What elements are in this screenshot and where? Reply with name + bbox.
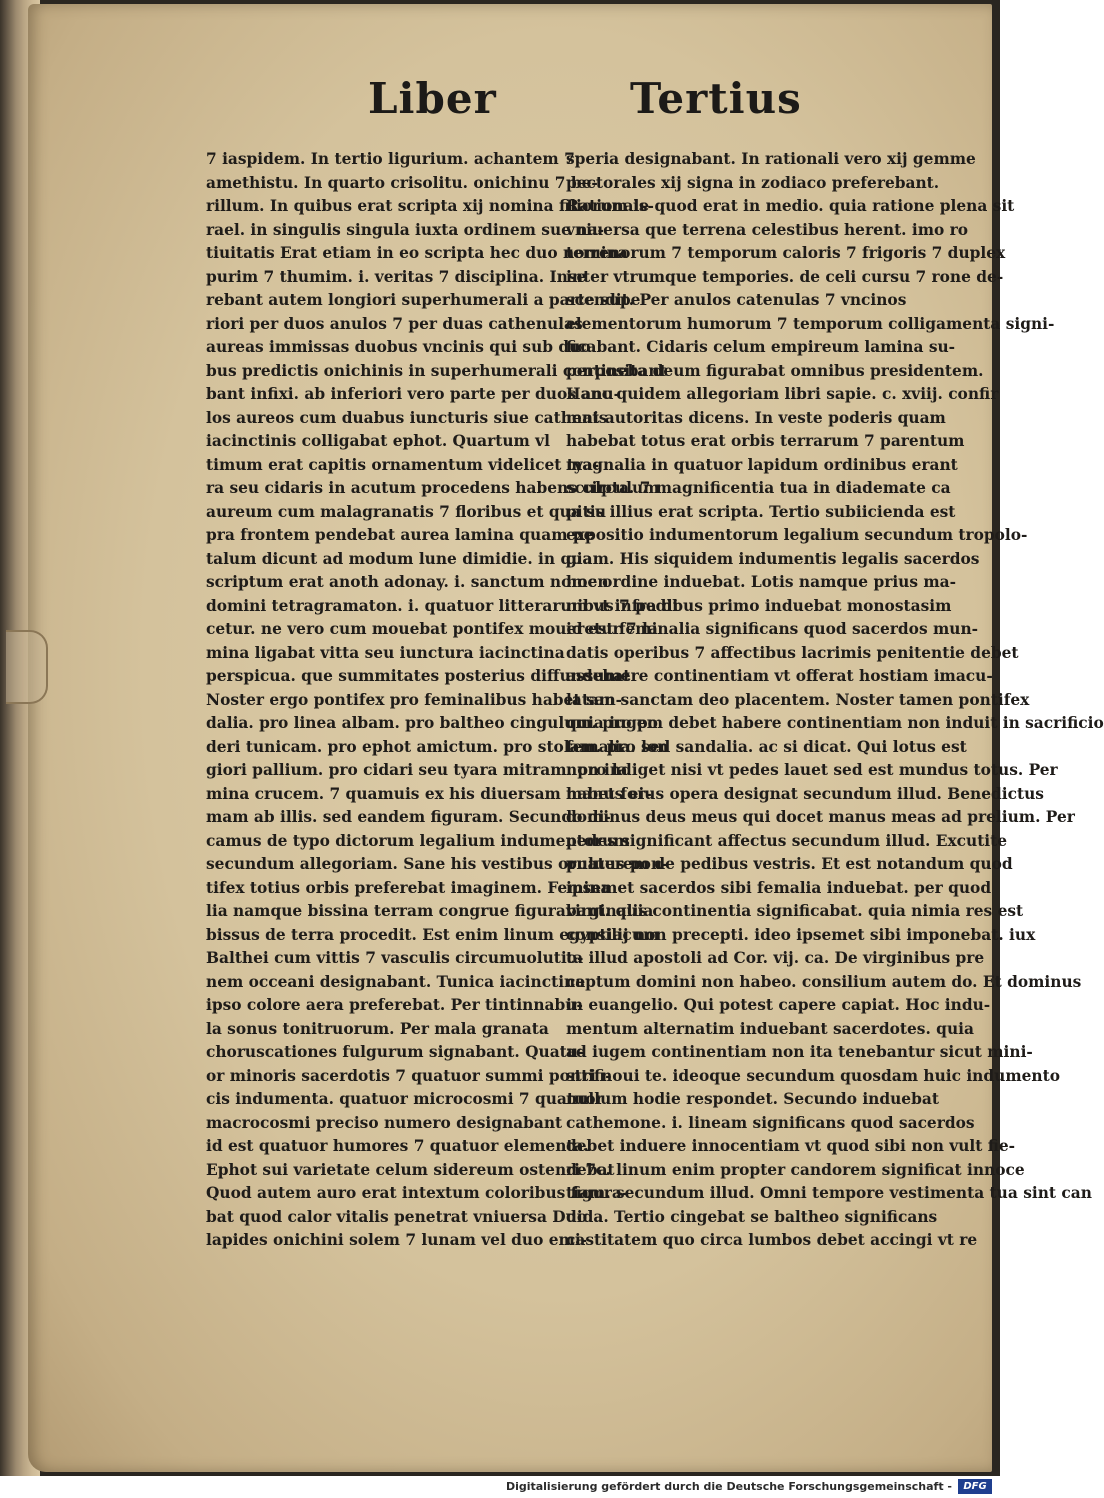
text-line: deri tunicam. pro ephot amictum. pro stolam. pro lon [206, 737, 669, 756]
text-line: puluerem de pedibus vestris. Et est notandum quod [566, 855, 1013, 873]
text-line: manus eius opera designat secundum illud. Benedictus [566, 784, 1044, 803]
text-line: Ephot sui varietate celum sidereum ostendebat [206, 1160, 615, 1179]
dfg-logo: DFG [958, 1479, 992, 1494]
text-line: mat autoritas dicens. In veste poderis quam [566, 408, 946, 427]
text-line: pra frontem pendebat aurea lamina quam pe [206, 526, 594, 544]
text-line: pedes significant affectus secundum illud. Excutite [566, 831, 1008, 850]
text-column-right [566, 148, 1104, 1253]
text-line: nibus 7 pedibus primo induebat monostasim [566, 596, 952, 615]
text-line: tiam. secundum illud. Omni tempore vestimenta tua sint can [566, 1184, 1092, 1202]
text-line: datis operibus 7 affectibus lacrimis penitentie debet [566, 643, 1019, 662]
text-line: id est feminalia significans quod sacerdos mun- [566, 620, 979, 638]
text-line: los aureos cum duabus iuncturis siue cathenis [206, 408, 608, 427]
text-line: tiuitatis Erat etiam in eo scripta hec duo nomina [206, 244, 628, 262]
text-line: mam ab illis. sed eandem figuram. Secundo di- [206, 808, 611, 826]
text-line: virginalis continentia significabat. quia nimia res est [566, 902, 1024, 920]
text-line: iacinctinis colligabat ephot. Quartum vl [206, 432, 550, 450]
text-line: talum dicunt ad modum lune dimidie. in qua [206, 549, 593, 568]
text-line: giori pallium. pro cidari seu tyara mitram. pro la [206, 761, 628, 779]
text-line: Rationale quod erat in medio. quia ratione plena sit [566, 197, 1015, 215]
text-line: sculpta. 7 magnificentia tua in diademate ca [566, 479, 951, 497]
text-line: rillum. In quibus erat scripta xij nomina filiorum is- [206, 197, 654, 215]
text-line: habebat totus erat orbis terrarum 7 parentum [566, 432, 965, 450]
text-line: Hanc quidem allegoriam libri sapie. c. xviij. confir [566, 385, 999, 403]
text-line: ceptum domini non habeo. consilium autem do. Et dominus [566, 972, 1082, 991]
text-line: nem occeani designabant. Tunica iacinctina [206, 972, 586, 991]
text-line: bat quod calor vitalis penetrat vniuersa Duo [206, 1207, 588, 1226]
text-column-left [206, 148, 679, 1253]
text-line: giam. His siquidem indumentis legalis sacerdos [566, 549, 980, 568]
text-line: ad iugem continentiam non ita tenebantur sicut mini- [566, 1043, 1033, 1061]
text-line: timum erat capitis ornamentum videlicet tya- [206, 455, 600, 474]
text-line: bant infixi. ab inferiori vero parte per duos anu- [206, 385, 620, 403]
text-line: scendit. Per anulos catenulas 7 vncinos [566, 291, 907, 309]
text-line: latam sanctam deo placentem. Noster tamen pontifex [566, 690, 1030, 709]
text-line: perspicua. que summitates posterius diffundebat [206, 667, 631, 685]
text-line: ra seu cidaris in acutum procedens habens circulum [206, 479, 660, 497]
binding-clip [6, 630, 48, 704]
funding-credit: Digitalisierung gefördert durch die Deutsche Forschungsgemeinschaft - [505, 1480, 952, 1493]
running-head-left: Liber [368, 74, 497, 123]
text-line: dida. Tertio cingebat se baltheo significans [566, 1207, 938, 1226]
text-line: nullum hodie respondet. Secundo induebat [566, 1090, 939, 1108]
text-line: quia iugem debet habere continentiam non induit in sacrificio [566, 714, 1104, 732]
text-line: consilij non precepti. ideo ipsemet sibi imponebat. iux [566, 925, 1036, 944]
text-line: Noster ergo pontifex pro feminalibus habet san- [206, 690, 623, 709]
text-line: amethistu. In quarto crisolitu. onichinu 7 be- [206, 173, 598, 192]
text-line: ipso colore aera preferebat. Per tintinnabu- [206, 996, 583, 1014]
text-line: perposita deum figurabat omnibus presidentem. [566, 361, 984, 380]
text-line: speria designabant. In rationali vero xij gemme [566, 150, 976, 168]
text-line: ipsemet sacerdos sibi femalia induebat. per quod [566, 878, 992, 897]
text-line: rebant autem longiori superhumerali a parte supe [206, 291, 641, 309]
text-line: stri noui te. ideoque secundum quosdam huic indumento [566, 1066, 1060, 1085]
text-line: magnalia in quatuor lapidum ordinibus erant [566, 455, 958, 474]
text-line: domini tetragramaton. i. quatuor litterarum vt infra di [206, 596, 679, 615]
text-line: ficabant. Cidaris celum empireum lamina su- [566, 338, 956, 356]
text-line: terrenorum 7 temporum caloris 7 frigoris 7 duplex [566, 244, 1006, 262]
text-line: mina crucem. 7 quamuis ex his diuersam habet for- [206, 784, 652, 803]
text-line: castitatem quo circa lumbos debet accingi vt re [566, 1231, 978, 1249]
text-line: dalia. pro linea albam. pro baltheo cingulum. pro po [206, 714, 658, 732]
text-line: femalia. sed sandalia. ac si dicat. Qui lotus est [566, 737, 967, 756]
text-line: Quod autem auro erat intextum coloribus figura- [206, 1184, 629, 1202]
text-line: debet induere innocentiam vt quod sibi non vult fie- [566, 1137, 1016, 1155]
text-line: expositio indumentorum legalium secundum tropolo- [566, 526, 1028, 544]
text-line: lapides onichini solem 7 lunam vel duo emi- [206, 1231, 588, 1249]
text-line: in euangelio. Qui potest capere capiat. Hoc indu- [566, 996, 991, 1014]
text-line: or minoris sacerdotis 7 quatuor summi pontifi- [206, 1066, 612, 1085]
text-line: id est quatuor humores 7 quatuor elementa. [206, 1137, 589, 1155]
running-head-right: Tertius [630, 74, 802, 123]
text-line: non indiget nisi vt pedes lauet sed est mundus totus. Per [566, 761, 1058, 779]
text-line: Balthei cum vittis 7 vasculis circumuolutio- [206, 949, 584, 967]
text-line: aureas immissas duobus vncinis qui sub duo [206, 338, 591, 356]
text-line: cis indumenta. quatuor microcosmi 7 quatuor [206, 1090, 604, 1108]
text-line: lia namque bissina terram congrue figurabant. quia [206, 902, 654, 920]
text-line: pectorales xij signa in zodiaco preferebant. [566, 173, 940, 192]
text-line: vniuersa que terrena celestibus herent. imo ro [566, 220, 969, 239]
text-line: scriptum erat anoth adonay. i. sanctum nomen [206, 573, 609, 591]
text-line: dominus deus meus qui docet manus meas ad prelium. Per [566, 808, 1075, 826]
text-line: assumere continentiam vt offerat hostiam imacu- [566, 667, 993, 685]
text-line: choruscationes fulgurum signabant. Quatu- [206, 1043, 585, 1061]
text-line: mina ligabat vitta seu iunctura iacinctina [206, 643, 565, 662]
text-line: macrocosmi preciso numero designabant [206, 1113, 563, 1132]
text-line: tifex totius orbis preferebat imaginem. Femina [206, 878, 611, 897]
text-line: cathemone. i. lineam significans quod sacerdos [566, 1113, 975, 1132]
text-line: elementorum humorum 7 temporum colligamenta signi- [566, 314, 1055, 333]
text-line: mentum alternatim induebant sacerdotes. quia [566, 1019, 974, 1038]
text-line: cetur. ne vero cum mouebat pontifex moueretur 7 la [206, 620, 658, 638]
text-line: secundum allegoriam. Sane his vestibus ornatus pon- [206, 855, 669, 873]
footer-bar [0, 1476, 1000, 1498]
text-line: hoc ordine induebat. Lotis namque prius ma- [566, 573, 957, 591]
text-line: la sonus tonitruorum. Per mala granata [206, 1019, 549, 1038]
text-line: bissus de terra procedit. Est enim linum egyptiacum [206, 925, 660, 944]
text-line: purim 7 thumim. i. veritas 7 disciplina. Inse [206, 267, 587, 286]
text-line: camus de typo dictorum legalium indumentorum [206, 831, 630, 850]
text-line: aureum cum malagranatis 7 floribus et qua su [206, 502, 607, 521]
text-line: ri 7c. linum enim propter candorem significat innoce [566, 1160, 1025, 1179]
text-line: riori per duos anulos 7 per duas cathenulas [206, 314, 583, 333]
text-line: inter vtrumque tempories. de celi cursu 7 rone de- [566, 267, 1004, 286]
text-line: bus predictis onichinis in superhumerali continebant [206, 361, 667, 380]
text-line: ta illud apostoli ad Cor. vij. ca. De virginibus pre [566, 949, 985, 967]
text-line: pitis illius erat scripta. Tertio subiicienda est [566, 502, 956, 521]
text-line: rael. in singulis singula iuxta ordinem sue na- [206, 220, 604, 239]
text-line: 7 iaspidem. In tertio ligurium. achantem 7 [206, 150, 575, 168]
